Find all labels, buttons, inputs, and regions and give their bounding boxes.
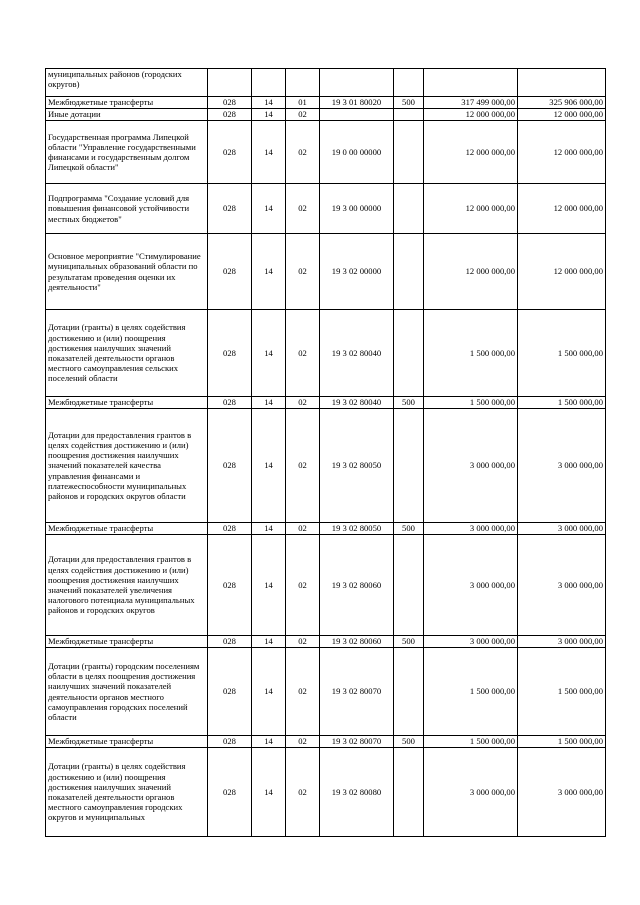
table-row	[46, 121, 606, 184]
target-article-cell: 19 3 02 80060	[320, 535, 394, 636]
subsection-code-cell: 02	[286, 109, 320, 121]
section-code-cell: 14	[252, 736, 286, 748]
subsection-code-cell: 02	[286, 736, 320, 748]
target-article-cell: 19 3 02 80070	[320, 648, 394, 736]
expense-type-cell: 500	[394, 736, 424, 748]
section-code-cell: 14	[252, 184, 286, 234]
subsection-code-cell: 01	[286, 97, 320, 109]
expense-type-cell: 500	[394, 636, 424, 648]
target-article-cell: 19 3 02 80060	[320, 636, 394, 648]
target-article-cell: 19 3 02 80040	[320, 310, 394, 397]
subsection-code-cell: 02	[286, 636, 320, 648]
amount-year2-cell: 3 000 000,00	[518, 409, 606, 523]
table-row	[46, 234, 606, 310]
amount-year1-cell: 12 000 000,00	[424, 234, 518, 310]
target-article-cell: 19 3 02 00000	[320, 234, 394, 310]
amount-year2-cell: 1 500 000,00	[518, 397, 606, 409]
amount-year2-cell: 3 000 000,00	[518, 523, 606, 535]
table-row	[46, 535, 606, 636]
amount-year1-cell: 317 499 000,00	[424, 97, 518, 109]
expense-type-cell: 500	[394, 97, 424, 109]
row-name-cell: Дотации для предоставления грантов в целях содействия достижению и (или) поощрения достижения наилучших значений показателей увеличения налогового потенциала муниципальных районов и городских округов	[46, 535, 208, 636]
admin-code-cell: 028	[208, 648, 252, 736]
section-code-cell: 14	[252, 234, 286, 310]
target-article-cell: 19 3 02 80050	[320, 409, 394, 523]
amount-year2-cell: 1 500 000,00	[518, 648, 606, 736]
admin-code-cell: 028	[208, 736, 252, 748]
admin-code-cell: 028	[208, 234, 252, 310]
admin-code-cell: 028	[208, 636, 252, 648]
admin-code-cell: 028	[208, 748, 252, 837]
row-name-cell: Межбюджетные трансферты	[46, 523, 208, 535]
amount-year1-cell: 3 000 000,00	[424, 636, 518, 648]
target-article-cell: 19 3 02 80080	[320, 748, 394, 837]
target-article-cell: 19 3 00 00000	[320, 184, 394, 234]
table-row	[46, 109, 606, 121]
section-code-cell: 14	[252, 97, 286, 109]
amount-year1-cell: 12 000 000,00	[424, 184, 518, 234]
target-article-cell: 19 3 02 80040	[320, 397, 394, 409]
expense-type-cell	[394, 310, 424, 397]
admin-code-cell: 028	[208, 397, 252, 409]
amount-year1-cell: 3 000 000,00	[424, 535, 518, 636]
amount-year2-cell: 12 000 000,00	[518, 109, 606, 121]
amount-year2-cell: 1 500 000,00	[518, 310, 606, 397]
table-row	[46, 523, 606, 535]
subsection-code-cell: 02	[286, 409, 320, 523]
amount-year1-cell: 12 000 000,00	[424, 109, 518, 121]
row-name-cell: Основное мероприятие "Стимулирование муниципальных образований области по результатам проведения оценки их деятельности"	[46, 234, 208, 310]
amount-year2-cell	[518, 69, 606, 97]
amount-year1-cell	[424, 69, 518, 97]
table-row	[46, 409, 606, 523]
amount-year2-cell: 12 000 000,00	[518, 121, 606, 184]
amount-year1-cell: 1 500 000,00	[424, 736, 518, 748]
section-code-cell: 14	[252, 535, 286, 636]
expense-type-cell	[394, 409, 424, 523]
expense-type-cell	[394, 69, 424, 97]
subsection-code-cell: 02	[286, 121, 320, 184]
row-name-cell: Межбюджетные трансферты	[46, 397, 208, 409]
row-name-cell: Подпрограмма "Создание условий для повышения финансовой устойчивости местных бюджетов"	[46, 184, 208, 234]
subsection-code-cell	[286, 69, 320, 97]
row-name-cell: Государственная программа Липецкой области "Управление государственными финансами и государственным долгом Липецкой области"	[46, 121, 208, 184]
row-name-cell: Межбюджетные трансферты	[46, 636, 208, 648]
admin-code-cell: 028	[208, 523, 252, 535]
admin-code-cell: 028	[208, 109, 252, 121]
amount-year1-cell: 3 000 000,00	[424, 409, 518, 523]
target-article-cell	[320, 69, 394, 97]
table-row	[46, 736, 606, 748]
subsection-code-cell: 02	[286, 184, 320, 234]
row-name-cell: Дотации (гранты) в целях содействия достижению и (или) поощрения достижения наилучших значений показателей деятельности органов местного самоуправления сельских поселений области	[46, 310, 208, 397]
subsection-code-cell: 02	[286, 234, 320, 310]
row-name-cell: Иные дотации	[46, 109, 208, 121]
amount-year2-cell: 12 000 000,00	[518, 234, 606, 310]
subsection-code-cell: 02	[286, 648, 320, 736]
row-name-cell: Межбюджетные трансферты	[46, 97, 208, 109]
target-article-cell: 19 3 02 80070	[320, 736, 394, 748]
amount-year1-cell: 3 000 000,00	[424, 523, 518, 535]
admin-code-cell: 028	[208, 409, 252, 523]
row-name-cell: Дотации (гранты) городским поселениям области в целях поощрения достижения наилучших значений показателей деятельности органов местного самоуправления городских поселений области	[46, 648, 208, 736]
table-row	[46, 310, 606, 397]
section-code-cell: 14	[252, 397, 286, 409]
admin-code-cell: 028	[208, 184, 252, 234]
budget-table	[45, 68, 606, 837]
amount-year1-cell: 1 500 000,00	[424, 397, 518, 409]
expense-type-cell	[394, 535, 424, 636]
row-name-cell: Дотации (гранты) в целях содействия достижению и (или) поощрения достижения наилучших значений показателей деятельности органов местного самоуправления городских округов и муниципальных	[46, 748, 208, 837]
amount-year2-cell: 12 000 000,00	[518, 184, 606, 234]
table-row	[46, 397, 606, 409]
section-code-cell: 14	[252, 523, 286, 535]
admin-code-cell: 028	[208, 310, 252, 397]
amount-year2-cell: 3 000 000,00	[518, 535, 606, 636]
table-row	[46, 184, 606, 234]
target-article-cell: 19 3 02 80050	[320, 523, 394, 535]
amount-year2-cell: 3 000 000,00	[518, 748, 606, 837]
subsection-code-cell: 02	[286, 535, 320, 636]
section-code-cell: 14	[252, 121, 286, 184]
row-name-cell: муниципальных районов (городских округов)	[46, 69, 208, 97]
expense-type-cell	[394, 121, 424, 184]
expense-type-cell: 500	[394, 523, 424, 535]
amount-year2-cell: 3 000 000,00	[518, 636, 606, 648]
admin-code-cell: 028	[208, 121, 252, 184]
table-row	[46, 648, 606, 736]
target-article-cell: 19 3 01 80020	[320, 97, 394, 109]
section-code-cell: 14	[252, 409, 286, 523]
amount-year1-cell: 1 500 000,00	[424, 310, 518, 397]
table-body	[46, 69, 606, 837]
section-code-cell: 14	[252, 109, 286, 121]
target-article-cell: 19 0 00 00000	[320, 121, 394, 184]
expense-type-cell	[394, 648, 424, 736]
section-code-cell	[252, 69, 286, 97]
amount-year2-cell: 325 906 000,00	[518, 97, 606, 109]
expense-type-cell	[394, 109, 424, 121]
expense-type-cell	[394, 184, 424, 234]
subsection-code-cell: 02	[286, 523, 320, 535]
expense-type-cell	[394, 748, 424, 837]
amount-year1-cell: 3 000 000,00	[424, 748, 518, 837]
table-row	[46, 97, 606, 109]
target-article-cell	[320, 109, 394, 121]
subsection-code-cell: 02	[286, 748, 320, 837]
row-name-cell: Межбюджетные трансферты	[46, 736, 208, 748]
table-row	[46, 69, 606, 97]
row-name-cell: Дотации для предоставления грантов в целях содействия достижению и (или) поощрения достижения наилучших значений показателей качества управления финансами и платежеспособности муниципальных районов и городских округов области	[46, 409, 208, 523]
subsection-code-cell: 02	[286, 397, 320, 409]
section-code-cell: 14	[252, 636, 286, 648]
section-code-cell: 14	[252, 310, 286, 397]
amount-year1-cell: 1 500 000,00	[424, 648, 518, 736]
admin-code-cell: 028	[208, 97, 252, 109]
expense-type-cell	[394, 234, 424, 310]
admin-code-cell	[208, 69, 252, 97]
amount-year2-cell: 1 500 000,00	[518, 736, 606, 748]
expense-type-cell: 500	[394, 397, 424, 409]
section-code-cell: 14	[252, 748, 286, 837]
section-code-cell: 14	[252, 648, 286, 736]
subsection-code-cell: 02	[286, 310, 320, 397]
admin-code-cell: 028	[208, 535, 252, 636]
table-row	[46, 636, 606, 648]
table-row	[46, 748, 606, 837]
amount-year1-cell: 12 000 000,00	[424, 121, 518, 184]
